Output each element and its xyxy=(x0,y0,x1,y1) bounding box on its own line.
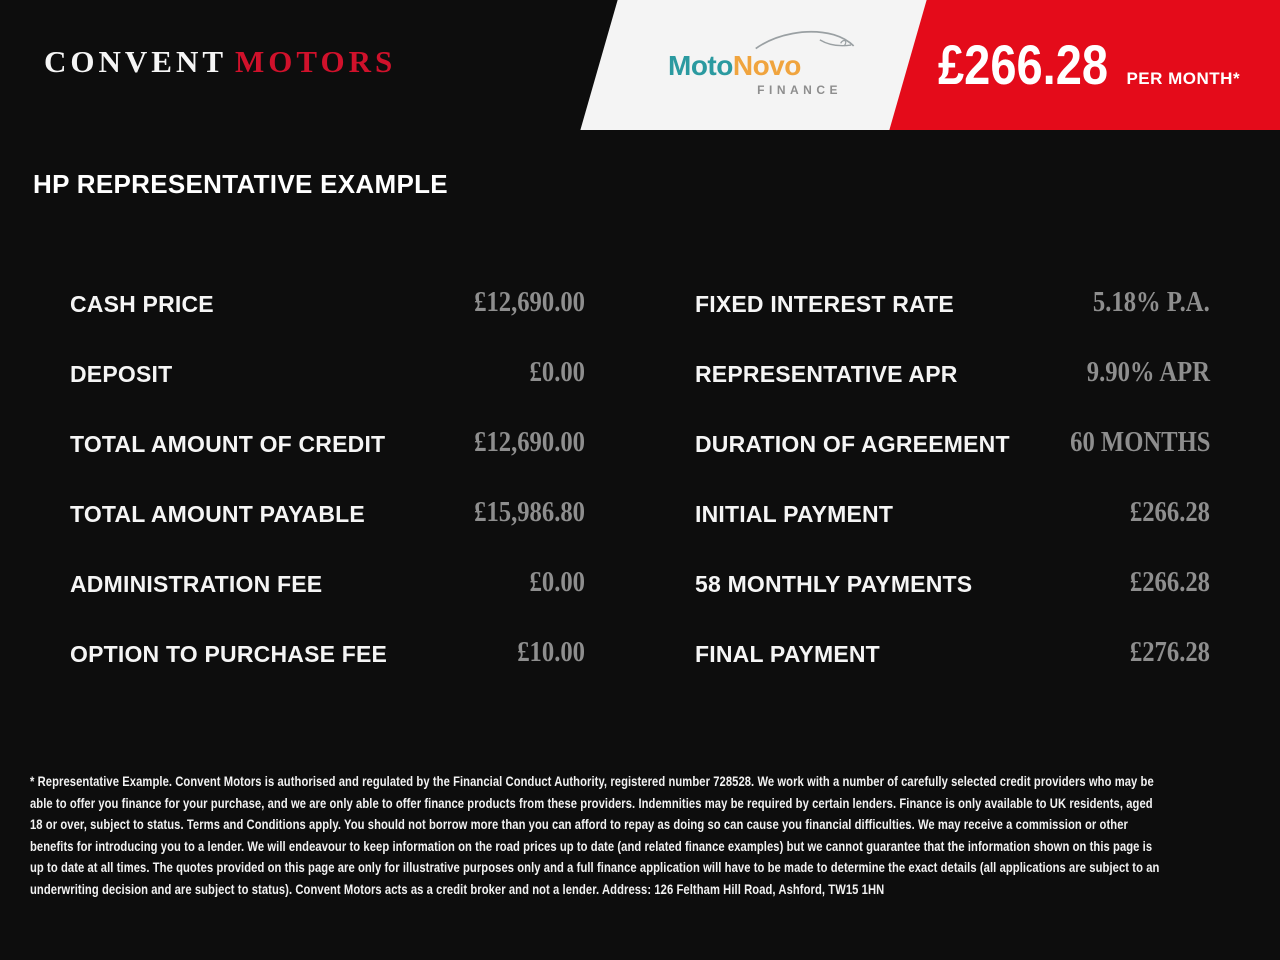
dealer-name-primary: CONVENT xyxy=(44,44,228,79)
finance-brand-logo xyxy=(668,26,844,97)
row-value: £266.28 xyxy=(1129,497,1210,528)
finance-table-right xyxy=(695,281,1210,701)
dealer-logo xyxy=(44,44,396,80)
row-value: £0.00 xyxy=(529,357,585,388)
table-row xyxy=(695,631,1210,701)
table-row xyxy=(695,561,1210,631)
dealer-name-secondary: MOTORS xyxy=(235,44,397,79)
row-label: FINAL PAYMENT xyxy=(695,641,880,667)
monthly-offer xyxy=(938,32,1240,97)
row-label: FIXED INTEREST RATE xyxy=(695,291,954,317)
row-label: ADMINISTRATION FEE xyxy=(70,571,323,597)
row-value: 60 MONTHS xyxy=(1069,427,1210,458)
row-label: DURATION OF AGREEMENT xyxy=(695,431,1010,457)
row-value: 5.18% P.A. xyxy=(1093,287,1210,318)
row-value: £0.00 xyxy=(529,567,585,598)
header xyxy=(0,0,1280,130)
finance-brand-name-part2: Novo xyxy=(732,50,801,81)
row-value: £12,690.00 xyxy=(474,287,585,318)
row-label: TOTAL AMOUNT PAYABLE xyxy=(70,501,365,527)
row-value: £266.28 xyxy=(1129,567,1210,598)
row-label: REPRESENTATIVE APR xyxy=(695,361,958,387)
table-row xyxy=(695,421,1210,491)
table-row xyxy=(70,631,585,701)
row-label: 58 MONTHLY PAYMENTS xyxy=(695,571,973,597)
table-row xyxy=(695,281,1210,351)
disclaimer-text: * Representative Example. Convent Motors is authorised and regulated by the Financial Conduct Authority, registered number 728528. We work with a number of carefully selected credit providers who may be able to offer you finance for your purchase, and we are only able to offer finance products from these providers. Indemnities may be required by certain lenders. Finance is only available to UK residents, aged 18 or over, subject to status. Terms and Conditions apply. You should not borrow more than you can afford to repay as doing so can cause you financial difficulties. We may receive a commission or other benefits for introducing you to a lender. We will endeavour to keep information on the road prices up to date (and related finance examples) but we cannot guarantee that the information shown on this page is up to date at all times. The quotes provided on this page are only for illustrative purposes only and a full finance application will have to be made to determine the exact details (all applications are subject to an underwriting decision and are subject to status). Convent Motors acts as a credit broker and not a lender. Address: 126 Feltham Hill Road, Ashford, TW15 1HN xyxy=(30,773,1160,897)
finance-brand-tagline: FINANCE xyxy=(757,83,842,97)
finance-brand-name-part1: Moto xyxy=(668,50,733,81)
monthly-offer-period: PER MONTH* xyxy=(1126,69,1241,88)
table-row xyxy=(70,561,585,631)
table-row xyxy=(695,491,1210,561)
row-label: OPTION TO PURCHASE FEE xyxy=(70,641,388,667)
row-label: DEPOSIT xyxy=(70,361,173,387)
table-row xyxy=(70,281,585,351)
monthly-offer-amount: £266.28 xyxy=(938,33,1109,96)
table-row xyxy=(70,491,585,561)
finance-table-left xyxy=(70,281,585,701)
table-row xyxy=(70,421,585,491)
row-value: 9.90% APR xyxy=(1086,357,1210,388)
row-value: £10.00 xyxy=(517,637,585,668)
table-row xyxy=(695,351,1210,421)
page-title: HP REPRESENTATIVE EXAMPLE xyxy=(33,169,448,199)
row-value: £15,986.80 xyxy=(474,497,585,528)
row-label: CASH PRICE xyxy=(70,291,214,317)
row-value: £276.28 xyxy=(1129,637,1210,668)
row-label: INITIAL PAYMENT xyxy=(695,501,894,527)
car-swoosh-icon xyxy=(754,26,858,52)
row-value: £12,690.00 xyxy=(474,427,585,458)
finance-brand-name xyxy=(668,50,844,82)
row-label: TOTAL AMOUNT OF CREDIT xyxy=(70,431,386,457)
table-row xyxy=(70,351,585,421)
